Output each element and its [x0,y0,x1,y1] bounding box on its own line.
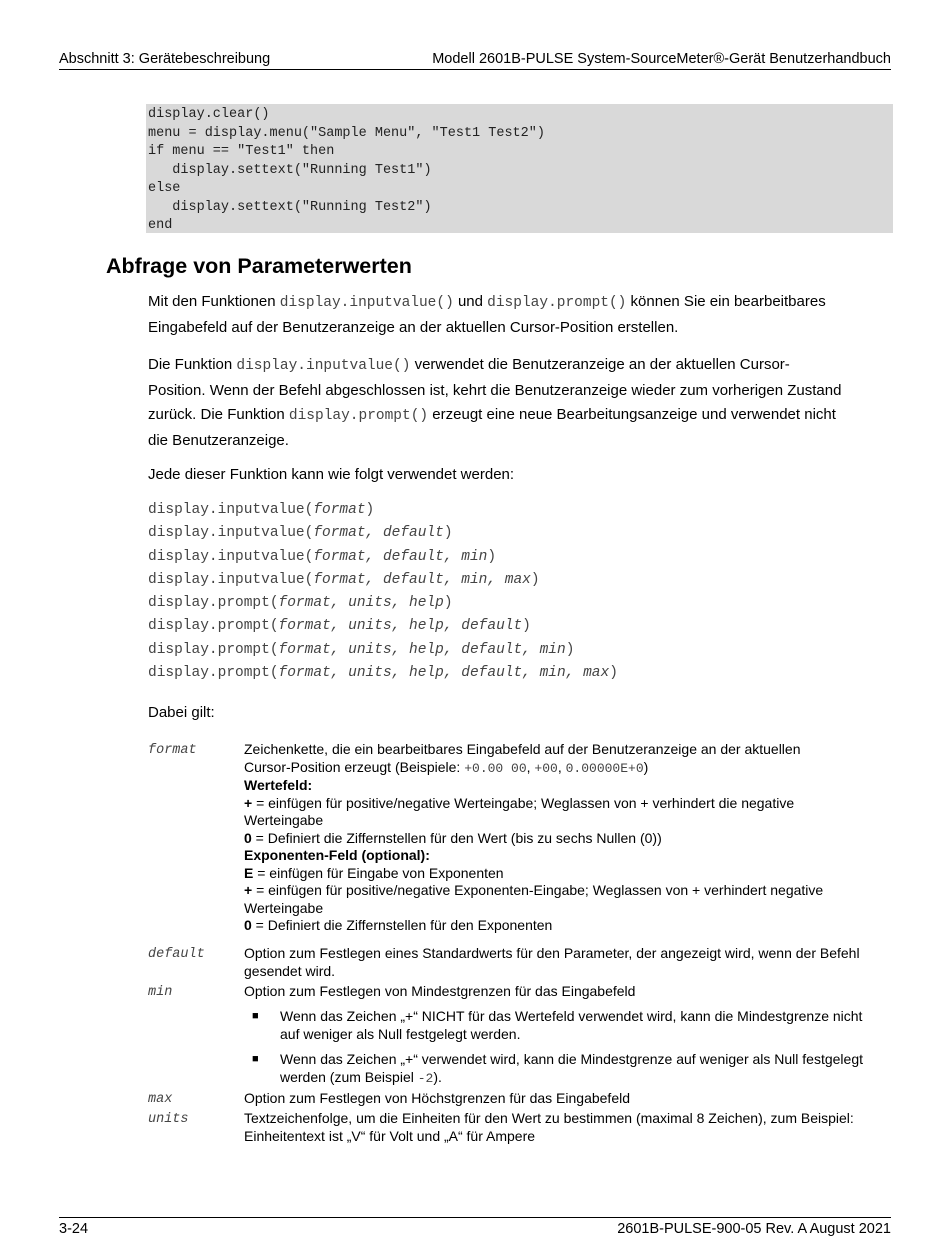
text: die Benutzeranzeige. [148,431,289,449]
header-manual-title: Modell 2601B-PULSE System-SourceMeter®-Gerät Benutzerhandbuch [432,51,891,67]
document-revision: 2601B-PULSE-900-05 Rev. A August 2021 [617,1221,891,1237]
param-term-default: default [148,947,205,962]
square-bullet-icon: ■ [252,1053,259,1065]
usage-intro: Jede dieser Funktion kann wie folgt verwendet werden: [148,466,515,483]
param-term-units: units [148,1112,189,1127]
syntax-line: display.inputvalue(format, default, min, max) [148,571,540,588]
inline-code: display.prompt() [487,295,627,311]
bullet-text: Wenn das Zeichen „+“ verwendet wird, kann die Mindestgrenze auf weniger als Null festgelegt werden (zum Beispiel -2). [280,1051,863,1086]
syntax-line: display.prompt(format, units, help) [148,595,453,612]
syntax-line: display.prompt(format, units, help, default) [148,618,531,635]
page-footer [59,1217,891,1237]
param-term-max: max [148,1092,173,1107]
syntax-line: display.inputvalue(format, default) [148,525,453,542]
code-line: menu = display.menu("Sample Menu", "Test1 Test2") [148,125,545,141]
syntax-list [148,499,618,685]
code-line: end [148,218,173,233]
square-bullet-icon: ■ [252,1010,259,1022]
code-line: else [148,181,181,196]
inline-code: +00 [534,760,558,776]
param-def-units: Textzeichenfolge, um die Einheiten für den Wert zu bestimmen (maximal 8 Zeichen), zum Beispiel: Einheitentext ist „V“ für Volt und „A“ für Ampere [244,1110,854,1144]
text: verwendet die Benutzeranzeige an der aktuellen Cursor- [410,356,790,373]
inline-code: display.prompt() [288,408,429,424]
text: Eingabefeld auf der Benutzeranzeige an der aktuellen Cursor-Position erstellen. [148,318,679,336]
where-label: Dabei gilt: [148,704,215,721]
bullet-text: Wenn das Zeichen „+“ NICHT für das Wertefeld verwendet wird, kann die Mindestgrenze nicht auf weniger als Null festgelegt werden. [280,1008,863,1042]
inline-code: 0.00000E+0 [565,760,644,776]
inline-code: display.inputvalue() [236,358,411,374]
header-section-title: Abschnitt 3: Gerätebeschreibung [59,51,271,67]
text: und [453,293,488,310]
text: Cursor-Position erzeugt (Beispiele: [244,758,465,775]
page-header [59,51,891,70]
inputvalue-paragraph [148,353,896,453]
text: Die Funktion [148,356,237,373]
syntax-line: display.inputvalue(format, default, min) [148,548,497,565]
param-def-max: Option zum Festlegen von Höchstgrenzen für das Eingabefeld [244,1090,631,1106]
section-heading: Abfrage von Parameterwerten [106,254,412,278]
syntax-line: display.prompt(format, units, help, default, min, max) [148,665,618,682]
param-def-default: Option zum Festlegen eines Standardwerts für den Parameter, der angezeigt wird, wenn der Befehl gesendet wird. [244,945,860,979]
inline-code: +0.00 00 [464,760,527,776]
text: können Sie ein bearbeitbares [626,293,826,310]
syntax-line: display.inputvalue(format) [148,502,375,518]
param-def-format: Zeichenkette, die ein bearbeitbares Eingabefeld auf der Benutzeranzeige an der aktuellen Cursor-Position erzeugt (Beispiele: +0.00 00, +00, 0.00000E+0) Wertefeld: + = einfügen für positive/negative Werteingabe; Weglassen von + verhindert die negative Werteingabe 0 = Definiert die Ziffernstellen für den Wert (bis zu sechs Nullen (0)) Exponenten-Feld (optional): E = einfügen für Eingabe von Exponenten + = einfügen für positive/negative Exponenten-Eingabe; Weglassen von + verhindert negative Werteingabe 0 = Definiert die Ziffernstellen für den Exponenten [244,741,874,935]
code-line: display.settext("Running Test2") [148,199,432,215]
syntax-line: display.prompt(format, units, help, default, min) [148,641,575,658]
code-example-block [146,104,893,233]
text: Zeichenkette, die ein bearbeitbares Eingabefeld auf der Benutzeranzeige an der aktuellen [244,741,801,757]
text: zurück. Die Funktion [148,406,289,423]
text: erzeugt eine neue Bearbeitungsanzeige und verwendet nicht [428,406,836,423]
text: Position. Wenn der Befehl abgeschlossen ist, kehrt die Benutzeranzeige wieder zum vorherigen Zustand [148,381,842,399]
param-def-min: Option zum Festlegen von Mindestgrenzen für das Eingabefeld [244,983,636,999]
param-term-format: format [148,743,197,758]
intro-paragraph [148,290,896,340]
subheading: Exponenten-Feld (optional): [244,847,430,863]
code-line: if menu == "Test1" then [148,144,335,159]
inline-code: display.inputvalue() [279,295,454,311]
code-line: display.clear() [148,107,270,122]
param-term-min: min [148,985,173,1000]
text: Mit den Funktionen [148,293,280,310]
page-number: 3-24 [59,1221,89,1237]
inline-code: -2 [417,1070,434,1086]
code-line: display.settext("Running Test1") [148,162,432,178]
subheading: Wertefeld: [244,777,313,793]
